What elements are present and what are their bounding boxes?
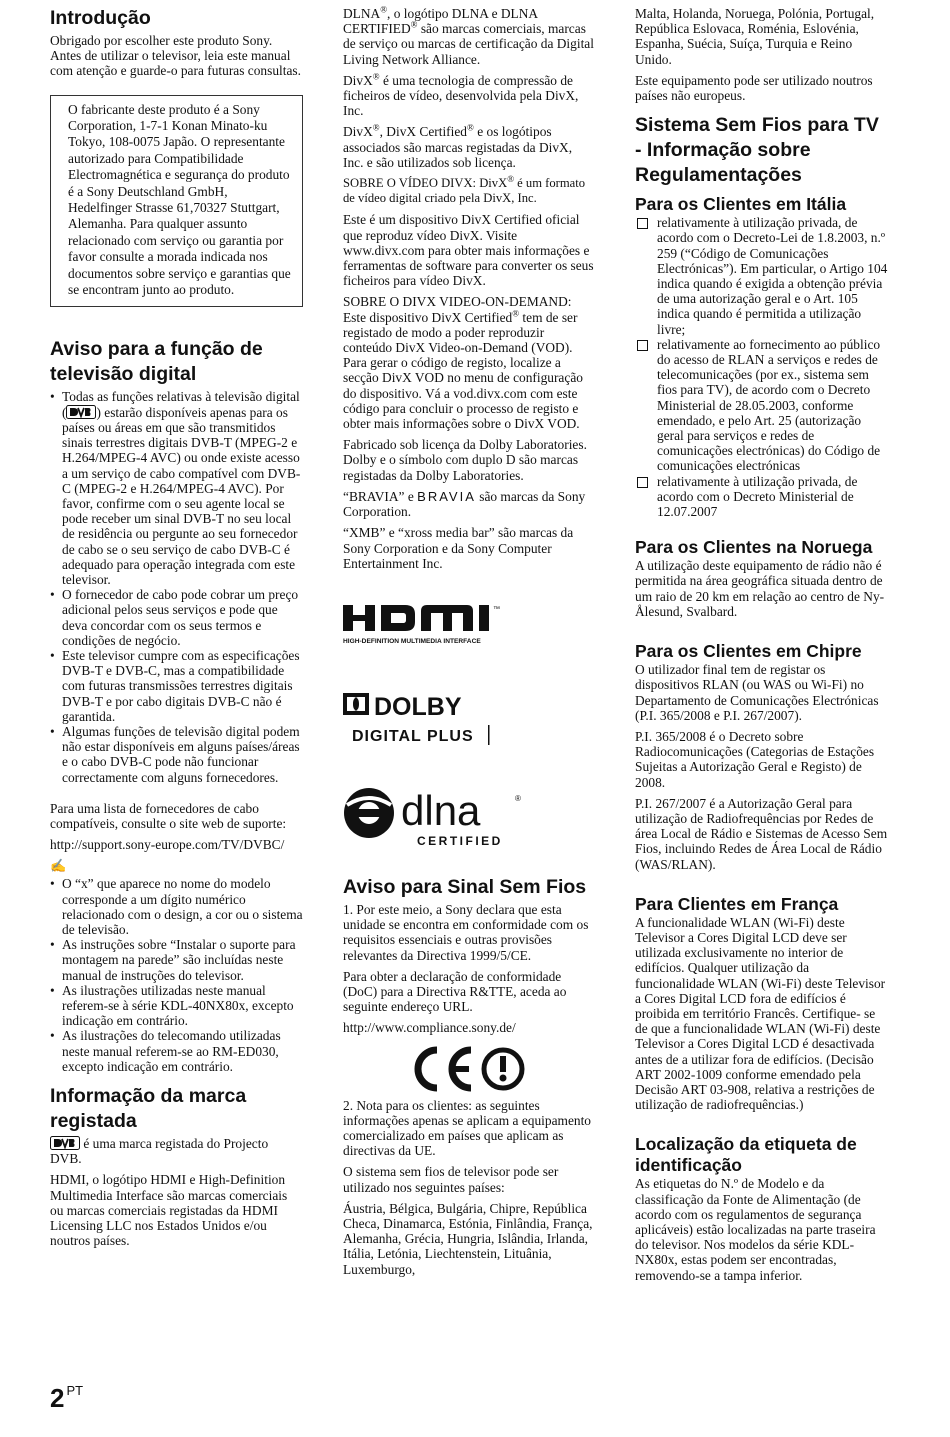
divx-text-2: DivX®, DivX Certified® e os logótipos associados são marcas registadas da DivX, Inc. e são utilizados sob licença.	[343, 122, 573, 170]
list-item: relativamente ao fornecimento ao público do acesso de RLAN a serviços e redes de telecomunicações (por ex., sistema sem fios para TV), de acordo com o Decreto Ministerial de 28.05.2003, conforme emendado, e pelo Art. 25 (autorização geral para serviços e redes de comunicações electrónicas) do Código de comunicações electrónicas	[635, 337, 890, 474]
divx-text-3: SOBRE O VÍDEO DIVX: DivX® é um formato de vídeo digital criado pela DivX, Inc.	[343, 173, 586, 206]
dlna-logo	[343, 783, 533, 849]
italy-list	[635, 215, 890, 519]
column-right	[635, 6, 890, 1289]
wireless-p4: O sistema sem fios de televisor pode ser utilizado nos seguintes países:	[343, 1164, 559, 1195]
list-item: • As ilustrações utilizadas neste manual referem-se à série KDL-40NX80x, excepto indicação em contrário.	[50, 983, 303, 1029]
france-text: A funcionalidade WLAN (Wi-Fi) deste Televisor a Cores Digital LCD deve ser utilizada exclusivamente no interior de edifícios. Qualquer utilização da funcionalidade WLAN (Wi-Fi) deste Televisor a Cores Digital LCD fora de edifícios é proibida em território Francês. Certifique- se de que a funcionalidade WLAN (Wi-Fi) deste Televisor a Cores Digital LCD é desactivada antes de a utilizar fora de edifícios. (Decisão ART 2002-1009 conforme emendado pela Decisão ART 03-908, relativa a restrições de utilização de radiofrequências.)	[635, 914, 886, 1113]
cyprus-p1: O utilizador final tem de registar os dispositivos RLAN (ou WAS ou Wi-Fi) no Departamento de Comunicações Electrónicas (P.I. 365/2008 e P.I. 267/2007).	[635, 662, 879, 723]
cyprus-p2: P.I. 365/2008 é o Decreto sobre Radiocomunicações (Categorias de Estações Sujeitas a Autorização Geral e Registo) de 2008.	[635, 728, 875, 790]
heading-marca-registada: Informação da marca registada	[50, 1085, 247, 1133]
bravia-logo: BRAVIA	[417, 488, 476, 504]
heading-chipre: Para os Clientes em Chipre	[635, 641, 862, 662]
dvb-logo-icon	[66, 405, 96, 419]
trademark-dvb: é uma marca registada do Projecto DVB.	[50, 1136, 269, 1167]
list-item: • Algumas funções de televisão digital podem não estar disponíveis em alguns países/áreas e o cabo DVB-C pode não funcionar correctamente com alguns fornecedores.	[50, 724, 303, 785]
cable-url: http://support.sony-europe.com/TV/DVBC/	[50, 837, 285, 853]
checkbox-icon	[637, 218, 648, 229]
heading-regulamentacoes: Sistema Sem Fios para TV - Informação sobre Regulamentações	[635, 114, 879, 187]
label-text: As etiquetas do N.º de Modelo e da classificação da Fonte de Alimentação (de acordo com os regulamentos de segurança aplicáveis) estão localizadas na parte traseira do televisor. Nos modelos da série KDL-NX80x, estas podem ser encontradas, removendo-se a tampa inferior.	[635, 1176, 876, 1283]
countries-cont: Malta, Holanda, Noruega, Polónia, Portugal, República Eslovaca, Roménia, Eslovénia, Espanha, Suécia, Suíça, Turquia e Reino Unido.	[635, 6, 875, 67]
bravia-text: “BRAVIA” e BRAVIA são marcas da Sony Corporation.	[343, 488, 586, 520]
notes-list	[50, 876, 303, 1074]
list-item: • As instruções sobre “Instalar o suporte para montagem na parede” são incluídas neste manual de instruções do televisor.	[50, 937, 303, 983]
note-pencil-icon: ✍	[50, 858, 67, 874]
list-item: • O fornecedor de cabo pode cobrar um preço adicional pelos seus serviços e pode que deva concordar com os seus termos e condições de negócio.	[50, 587, 303, 648]
page-number: 2 $^{PT}$	[50, 1383, 84, 1413]
cable-list-text: Para uma lista de fornecedores de cabo compatíveis, consulte o site web de suporte:	[50, 800, 287, 831]
manufacturer-text: O fabricante deste produto é a Sony Corporation, 1-7-1 Konan Minato-ku Tokyo, 108-0075 Japão. O representante autorizado para Compatibilidade Electromagnética e segurança do produto é a Sony Deutschland GmbH, Hedelfinger Strasse 61,70327 Stuttgart, Alemanha. Para qualquer assunto relacionado com serviço ou garantia por favor consulte a morada indicada nos documentos sobre serviço e garantias que se encontram junto ao produto.	[68, 101, 291, 298]
trademark-hdmi: HDMI, o logótipo HDMI e High-Definition Multimedia Interface são marcas comerciais ou marcas comerciais registadas da HDMI Licensing LLC nos Estados Unidos e/ou noutros países.	[50, 1172, 288, 1249]
heading-italia: Para os Clientes em Itália	[635, 194, 847, 215]
svg-text:®: ®	[515, 793, 521, 803]
wireless-url: http://www.compliance.sony.de/	[343, 1020, 516, 1036]
dlna-sub: CERTIFIED	[417, 833, 503, 848]
countries-list: Áustria, Bélgica, Bulgária, Chipre, República Checa, Dinamarca, Estónia, Finlândia, França, Alemanha, Grécia, Hungria, Islândia, Irlanda, Itália, Letónia, Liechtenstein, Lituânia, Luxemburgo,	[343, 1200, 593, 1277]
svg-text:™: ™	[493, 605, 500, 613]
wireless-p3: 2. Nota para os clientes: as seguintes informações apenas se aplicam a equipamento comercializado em países que aplicam as directivas da UE.	[343, 1097, 591, 1159]
non-eu-text: Este equipamento pode ser utilizado noutros países não europeus.	[635, 72, 873, 104]
intro-text: Obrigado por escolher este produto Sony. Antes de utilizar o televisor, leia este manual com atenção e guarde-o para futuras consultas.	[50, 33, 301, 79]
list-item: • Este televisor cumpre com as especificações DVB-T e DVB-C, mas a compatibilidade com futuras transmissões terrestres digitais DVB-T e por cabo digitais DVB-C não é garantida.	[50, 648, 303, 724]
list-item: • O “x” que aparece no nome do modelo corresponde a um dígito numérico relacionado com o design, a cor ou o sistema de televisão.	[50, 876, 303, 937]
heading-etiqueta: Localização da etiqueta de identificação	[635, 1134, 857, 1176]
dolby-sub: DIGITAL PLUS	[352, 727, 474, 745]
dlna-text: DLNA®, o logótipo DLNA e DLNA CERTIFIED® são marcas comerciais, marcas de serviço ou marcas de certificação da Digital Living Network Alliance.	[343, 4, 594, 67]
heading-aviso-sinal: Aviso para Sinal Sem Fios	[343, 875, 587, 898]
xmb-text: “XMB” e “xross media bar” são marcas da Sony Corporation e da Sony Computer Entertainment Inc.	[343, 525, 574, 571]
column-left	[50, 6, 303, 1254]
wireless-p2: Para obter a declaração de conformidade (DoC) para a Directiva R&TTE, aceda ao seguinte endereço URL.	[343, 968, 567, 1015]
list-item: • As ilustrações do telecomando utilizadas neste manual referem-se ao RM-ED030, excepto indicação em contrário.	[50, 1028, 303, 1074]
ce-alert-mark-icon	[411, 1044, 531, 1094]
dolby-logo	[343, 689, 503, 749]
dlna-word: dlna	[401, 786, 481, 834]
list-item: • Todas as funções relativas à televisão digital ( ) estarão disponíveis apenas para os países ou áreas em que são transmitidos sinais terrestres digitais DVB-T (MPEG-2 e H.264/MPEG-4 AVC) ou onde existe acesso a um serviço de cabo compatível com DVB-C (MPEG-2 e H.264/MPEG-4 AVC). Por favor, confirme com o seu agente local se pode receber um sinal DVB-T no seu local de residência ou pergunte ao seu fornecedor de cabo se o seu serviço de cabo DVB-C é adequado para operação integrada com este televisor.	[50, 389, 303, 587]
dvb-logo-icon	[50, 1136, 80, 1150]
heading-franca: Para Clientes em França	[635, 893, 839, 914]
norway-text: A utilização deste equipamento de rádio não é permitida na área geográfica situada dentro de um raio de 20 km em relação ao centro de Ny-Ålesund, Svalbard.	[635, 558, 885, 619]
heading-introducao: Introdução	[50, 7, 151, 29]
column-middle	[343, 6, 595, 1283]
digital-list	[50, 389, 303, 784]
dolby-text: Fabricado sob licença da Dolby Laboratories. Dolby e o símbolo com duplo D são marcas registadas da Dolby Laboratories.	[343, 437, 587, 483]
heading-noruega: Para os Clientes na Noruega	[635, 537, 873, 558]
checkbox-icon	[637, 340, 648, 351]
manufacturer-box	[50, 95, 303, 308]
divx-vod-text: SOBRE O DIVX VIDEO-ON-DEMAND: Este dispositivo DivX Certified® tem de ser registado de modo a poder reproduzir conteúdo DivX Video-on-Demand (VOD). Para gerar o código de registo, localize a secção DivX VOD no menu de configuração do dispositivo. Vá a vod.divx.com com este código para concluir o processo de registo e obter mais informações sobre o DivX VOD.	[343, 294, 583, 432]
wireless-p1: 1. Por este meio, a Sony declara que esta unidade se encontra em conformidade com os requisitos essenciais e outras provisões relevantes da Directiva 1999/5/CE.	[343, 901, 589, 963]
cyprus-p3: P.I. 267/2007 é a Autorização Geral para utilização de Radiofrequências por Redes de área Local de Rádio e Sistemas de Acesso Sem Fios, incluindo Redes de Área Local de Rádio (WAS/RLAN).	[635, 795, 888, 872]
hdmi-tagline: HIGH-DEFINITION MULTIMEDIA INTERFACE	[343, 637, 481, 645]
checkbox-icon	[637, 477, 648, 488]
hdmi-logo	[343, 601, 523, 651]
list-item: relativamente à utilização privada, de acordo com o Decreto-Lei de 1.8.2003, n.º 259 (“Código de Comunicações Electrónicas”). Em particular, o Artigo 104 indica quando é exigida a obtenção prévia de uma autorização geral e o Art. 105 indica quando é permitida a utilização livre;	[635, 215, 890, 337]
list-item: relativamente à utilização privada, de acordo com o Decreto Ministerial de 12.07.2007	[635, 474, 890, 520]
divx-text-1: DivX® é uma tecnologia de compressão de ficheiros de vídeo, desenvolvida pela DivX, Inc.	[343, 71, 579, 119]
dolby-word: DOLBY	[374, 692, 462, 721]
heading-aviso-digital: Aviso para a função de televisão digital	[50, 338, 263, 386]
divx-text-4: Este é um dispositivo DivX Certified oficial que reproduz vídeo DivX. Visite www.divx.com para obter mais informações e ferramentas de software para converter os seus ficheiros para vídeo DivX.	[343, 212, 594, 289]
